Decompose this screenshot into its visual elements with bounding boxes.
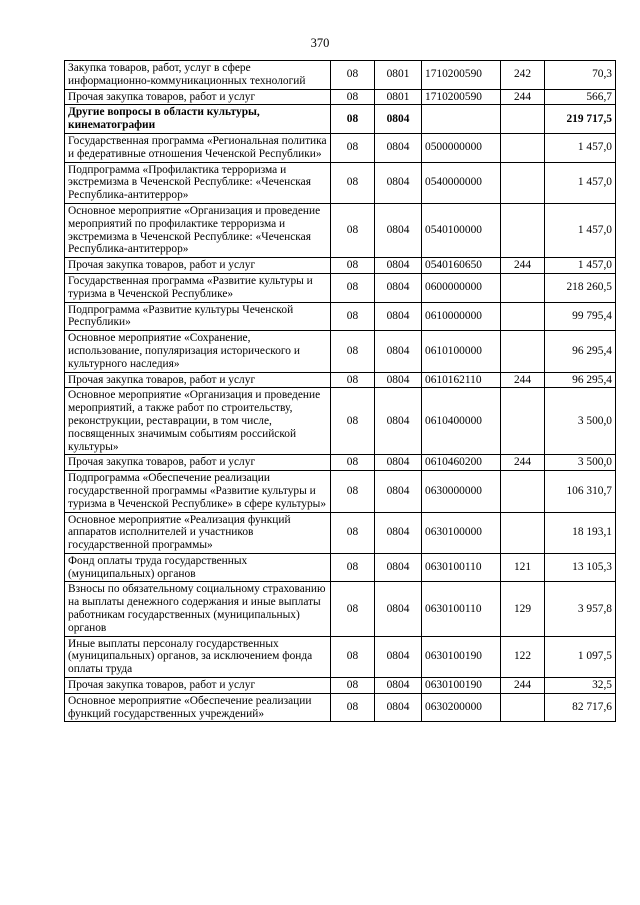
row-section-code: 08 [331,162,375,203]
table-row [65,302,616,331]
row-section-code: 08 [331,636,375,677]
row-section-code: 08 [331,372,375,388]
row-target-article-code: 0610000000 [422,302,501,331]
row-name: Прочая закупка товаров, работ и услуг [65,89,331,105]
table-row [65,273,616,302]
row-subsection-code: 0804 [375,582,422,636]
row-expense-type-code [501,162,545,203]
row-sum: 70,3 [545,61,616,90]
table-row [65,553,616,582]
row-target-article-code: 0630100190 [422,636,501,677]
row-expense-type-code [501,302,545,331]
row-target-article-code: 0630100110 [422,582,501,636]
row-subsection-code: 0804 [375,372,422,388]
table-row [65,388,616,455]
row-section-code: 08 [331,678,375,694]
row-sum: 1 457,0 [545,258,616,274]
row-subsection-code: 0804 [375,471,422,512]
row-section-code: 08 [331,388,375,455]
table-row [65,693,616,722]
row-name: Основное мероприятие «Реализация функций аппаратов исполнителей и участников государственной программы» [65,512,331,553]
row-name: Основное мероприятие «Организация и проведение мероприятий, а также работ по строительству, реконструкции, реставрации, в том числе, посвященных значимым событиям российской культуры» [65,388,331,455]
row-subsection-code: 0804 [375,455,422,471]
table-row [65,258,616,274]
table-row [65,582,616,636]
row-name: Взносы по обязательному социальному страхованию на выплаты денежного содержания и иные выплаты работникам государственных (муниципальных) органов [65,582,331,636]
row-section-code: 08 [331,105,375,134]
row-subsection-code: 0804 [375,273,422,302]
table-row [65,678,616,694]
row-sum: 1 457,0 [545,203,616,257]
row-name: Подпрограмма «Развитие культуры Чеченской Республики» [65,302,331,331]
row-sum: 13 105,3 [545,553,616,582]
row-section-code: 08 [331,89,375,105]
row-target-article-code: 0600000000 [422,273,501,302]
row-subsection-code: 0804 [375,388,422,455]
row-subsection-code: 0804 [375,331,422,372]
row-section-code: 08 [331,302,375,331]
row-name: Иные выплаты персоналу государственных (муниципальных) органов, за исключением фонда оплаты труда [65,636,331,677]
row-expense-type-code: 122 [501,636,545,677]
table-row [65,162,616,203]
row-section-code: 08 [331,455,375,471]
row-expense-type-code [501,471,545,512]
row-sum: 218 260,5 [545,273,616,302]
row-expense-type-code [501,512,545,553]
row-section-code: 08 [331,273,375,302]
row-target-article-code: 0540100000 [422,203,501,257]
row-sum: 18 193,1 [545,512,616,553]
row-target-article-code [422,105,501,134]
row-expense-type-code: 244 [501,455,545,471]
row-name: Фонд оплаты труда государственных (муниципальных) органов [65,553,331,582]
row-section-code: 08 [331,258,375,274]
row-target-article-code: 0540160650 [422,258,501,274]
table-row [65,512,616,553]
row-section-code: 08 [331,582,375,636]
row-subsection-code: 0804 [375,693,422,722]
row-sum: 99 795,4 [545,302,616,331]
row-sum: 219 717,5 [545,105,616,134]
row-section-code: 08 [331,471,375,512]
table-row [65,105,616,134]
row-name: Основное мероприятие «Сохранение, использование, популяризация исторического и культурного наследия» [65,331,331,372]
row-name: Основное мероприятие «Обеспечение реализации функций государственных учреждений» [65,693,331,722]
table-row [65,133,616,162]
row-expense-type-code: 121 [501,553,545,582]
row-subsection-code: 0804 [375,636,422,677]
row-sum: 1 457,0 [545,133,616,162]
row-name: Подпрограмма «Профилактика терроризма и экстремизма в Чеченской Республике: «Чеченская Республика-антитеррор» [65,162,331,203]
table-row [65,331,616,372]
row-sum: 96 295,4 [545,331,616,372]
page-number: 370 [310,36,330,50]
row-target-article-code: 0540000000 [422,162,501,203]
row-name: Прочая закупка товаров, работ и услуг [65,258,331,274]
row-target-article-code: 0610162110 [422,372,501,388]
row-expense-type-code [501,693,545,722]
row-sum: 32,5 [545,678,616,694]
row-subsection-code: 0801 [375,61,422,90]
row-target-article-code: 0610460200 [422,455,501,471]
row-expense-type-code: 129 [501,582,545,636]
table-row [65,89,616,105]
table-row [65,372,616,388]
row-name: Закупка товаров, работ, услуг в сфере информационно-коммуникационных технологий [65,61,331,90]
table-row [65,636,616,677]
row-sum: 3 500,0 [545,455,616,471]
row-section-code: 08 [331,512,375,553]
row-expense-type-code [501,133,545,162]
row-section-code: 08 [331,133,375,162]
row-expense-type-code: 244 [501,258,545,274]
row-name: Прочая закупка товаров, работ и услуг [65,678,331,694]
row-name: Прочая закупка товаров, работ и услуг [65,455,331,471]
row-target-article-code: 0610100000 [422,331,501,372]
row-subsection-code: 0804 [375,105,422,134]
row-expense-type-code [501,203,545,257]
table-row [65,471,616,512]
row-name: Подпрограмма «Обеспечение реализации государственной программы «Развитие культуры и туризма в Чеченской Республике» в сфере культуры» [65,471,331,512]
row-subsection-code: 0804 [375,302,422,331]
row-target-article-code: 0630100110 [422,553,501,582]
row-subsection-code: 0804 [375,678,422,694]
row-target-article-code: 0630100190 [422,678,501,694]
row-subsection-code: 0804 [375,162,422,203]
row-subsection-code: 0804 [375,553,422,582]
row-name: Государственная программа «Региональная политика и федеративные отношения Чеченской Республики» [65,133,331,162]
row-expense-type-code: 244 [501,372,545,388]
table-row [65,203,616,257]
row-subsection-code: 0804 [375,512,422,553]
row-subsection-code: 0804 [375,258,422,274]
row-target-article-code: 0630200000 [422,693,501,722]
budget-table [64,60,616,722]
budget-table-body [65,61,616,722]
row-target-article-code: 1710200590 [422,89,501,105]
row-section-code: 08 [331,331,375,372]
row-target-article-code: 0610400000 [422,388,501,455]
row-target-article-code: 0500000000 [422,133,501,162]
row-sum: 3 957,8 [545,582,616,636]
row-subsection-code: 0801 [375,89,422,105]
row-section-code: 08 [331,693,375,722]
row-expense-type-code: 244 [501,678,545,694]
row-subsection-code: 0804 [375,133,422,162]
row-sum: 1 457,0 [545,162,616,203]
row-expense-type-code [501,273,545,302]
row-sum: 1 097,5 [545,636,616,677]
row-sum: 3 500,0 [545,388,616,455]
row-expense-type-code [501,105,545,134]
row-expense-type-code [501,331,545,372]
row-expense-type-code [501,388,545,455]
row-expense-type-code: 242 [501,61,545,90]
row-section-code: 08 [331,61,375,90]
row-name: Прочая закупка товаров, работ и услуг [65,372,331,388]
row-expense-type-code: 244 [501,89,545,105]
row-target-article-code: 0630100000 [422,512,501,553]
row-target-article-code: 0630000000 [422,471,501,512]
table-row [65,61,616,90]
table-row [65,455,616,471]
row-target-article-code: 1710200590 [422,61,501,90]
row-name: Государственная программа «Развитие культуры и туризма в Чеченской Республике» [65,273,331,302]
row-subsection-code: 0804 [375,203,422,257]
row-sum: 96 295,4 [545,372,616,388]
row-section-code: 08 [331,203,375,257]
row-name: Основное мероприятие «Организация и проведение мероприятий по профилактике терроризма и экстремизма в Чеченской Республике: «Чеченская Республика-антитеррор» [65,203,331,257]
row-sum: 82 717,6 [545,693,616,722]
row-name: Другие вопросы в области культуры, кинематографии [65,105,331,134]
row-section-code: 08 [331,553,375,582]
row-sum: 566,7 [545,89,616,105]
row-sum: 106 310,7 [545,471,616,512]
